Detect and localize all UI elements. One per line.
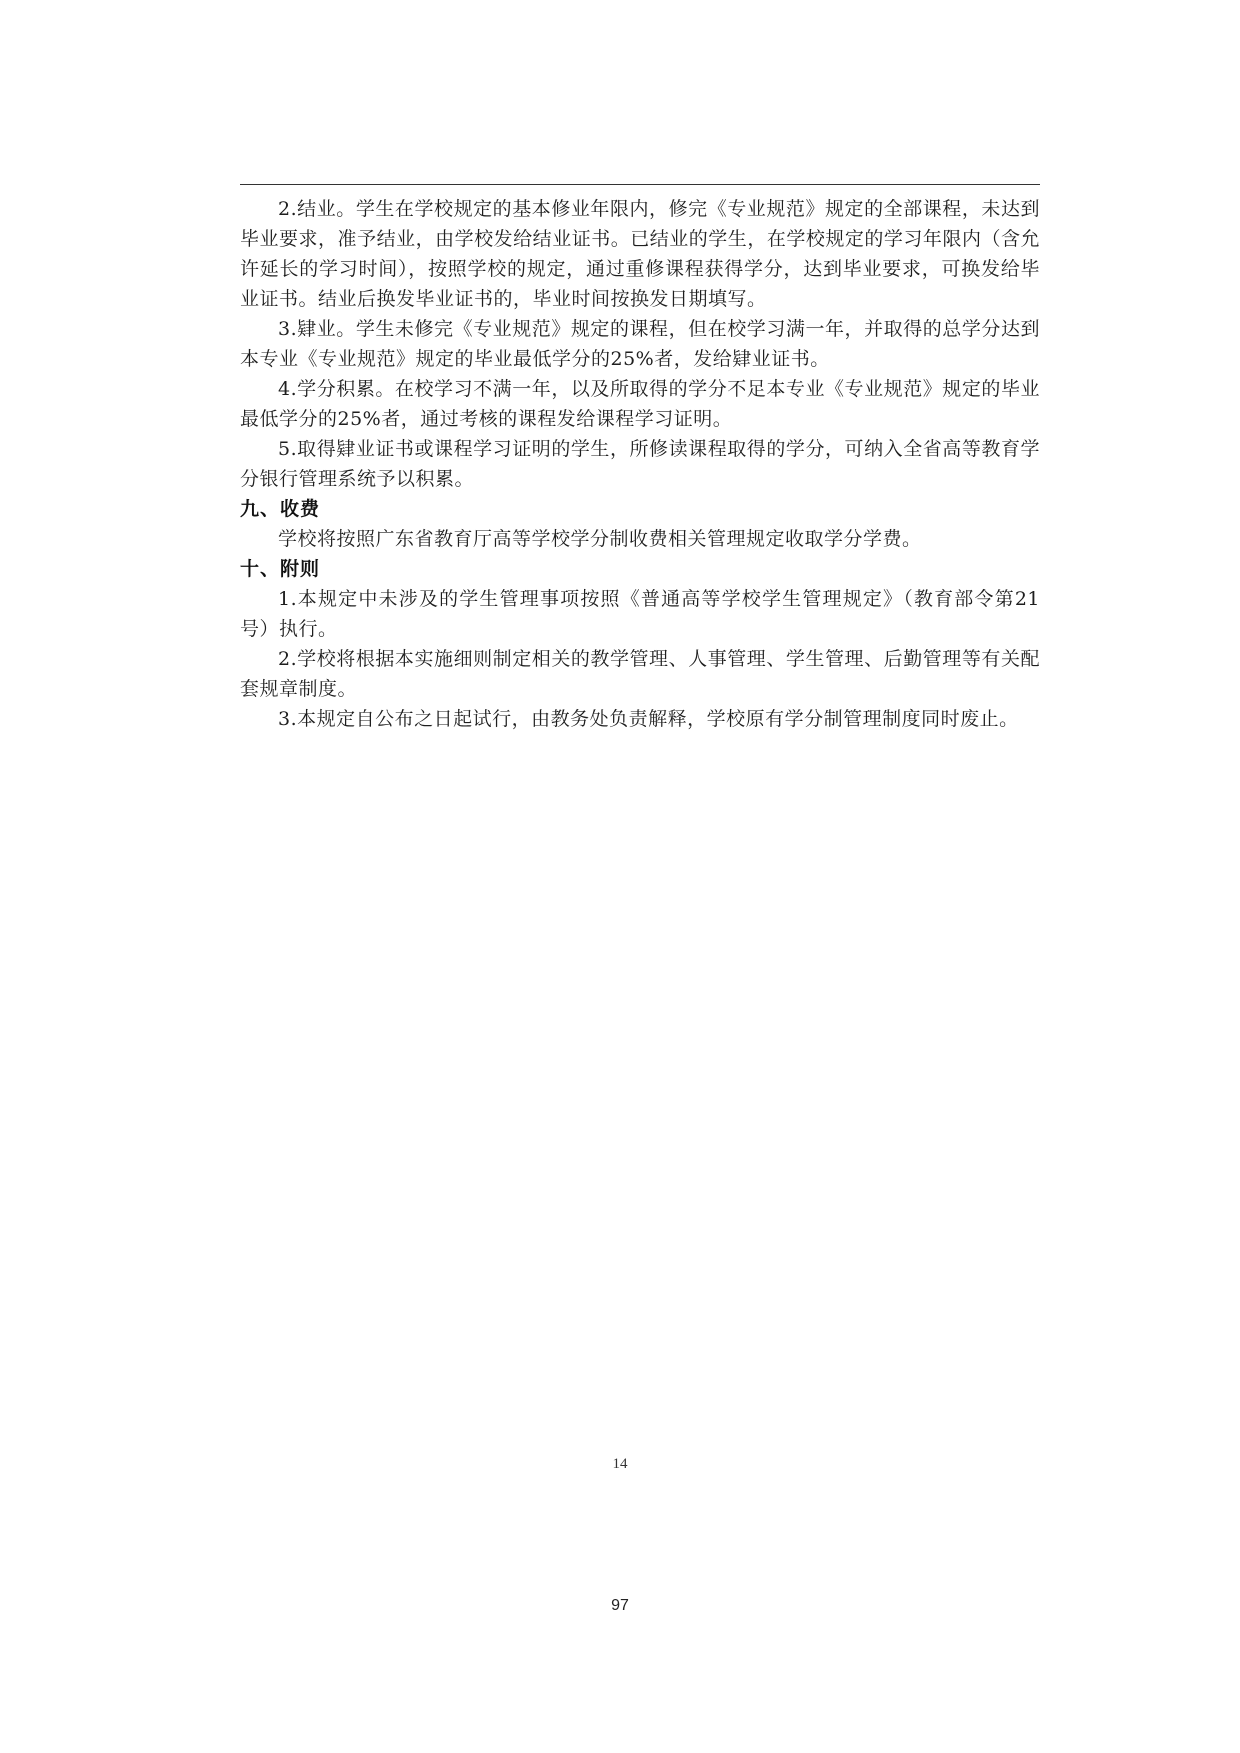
section-heading-supplementary: 十、附则 — [240, 558, 321, 580]
outer-page-number: 97 — [611, 1597, 629, 1614]
header-rule — [240, 184, 1040, 185]
section-heading-fees: 九、收费 — [240, 498, 321, 520]
paragraph-supplementary-2: 2.学校将根据本实施细则制定相关的教学管理、人事管理、学生管理、后勤管理等有关配套规章制度。 — [240, 648, 1040, 700]
paragraph-credit-bank: 5.取得肄业证书或课程学习证明的学生，所修读课程取得的学分，可纳入全省高等教育学分银行管理系统予以积累。 — [240, 438, 1040, 490]
paragraph-incompletion: 3.肄业。学生未修完《专业规范》规定的课程，但在校学习满一年，并取得的总学分达到本专业《专业规范》规定的毕业最低学分的25%者，发给肄业证书。 — [240, 318, 1040, 370]
paragraph-supplementary-1: 1.本规定中未涉及的学生管理事项按照《普通高等学校学生管理规定》（教育部令第21号）执行。 — [240, 588, 1040, 640]
paragraph-supplementary-3: 3.本规定自公布之日起试行，由教务处负责解释，学校原有学分制管理制度同时废止。 — [278, 708, 1019, 730]
paragraph-credit-accumulation: 4.学分积累。在校学习不满一年，以及所取得的学分不足本专业《专业规范》规定的毕业最低学分的25%者，通过考核的课程发给课程学习证明。 — [240, 378, 1040, 430]
paragraph-fees: 学校将按照广东省教育厅高等学校学分制收费相关管理规定收取学分学费。 — [278, 528, 922, 550]
document-body — [240, 194, 1040, 734]
inner-page-number: 14 — [612, 1456, 628, 1472]
paragraph-completion: 2.结业。学生在学校规定的基本修业年限内，修完《专业规范》规定的全部课程，未达到毕业要求，准予结业，由学校发给结业证书。已结业的学生，在学校规定的学习年限内（含允许延长的学习时间），按照学校的规定，通过重修课程获得学分，达到毕业要求，可换发给毕业证书。结业后换发毕业证书的，毕业时间按换发日期填写。 — [240, 198, 1040, 310]
